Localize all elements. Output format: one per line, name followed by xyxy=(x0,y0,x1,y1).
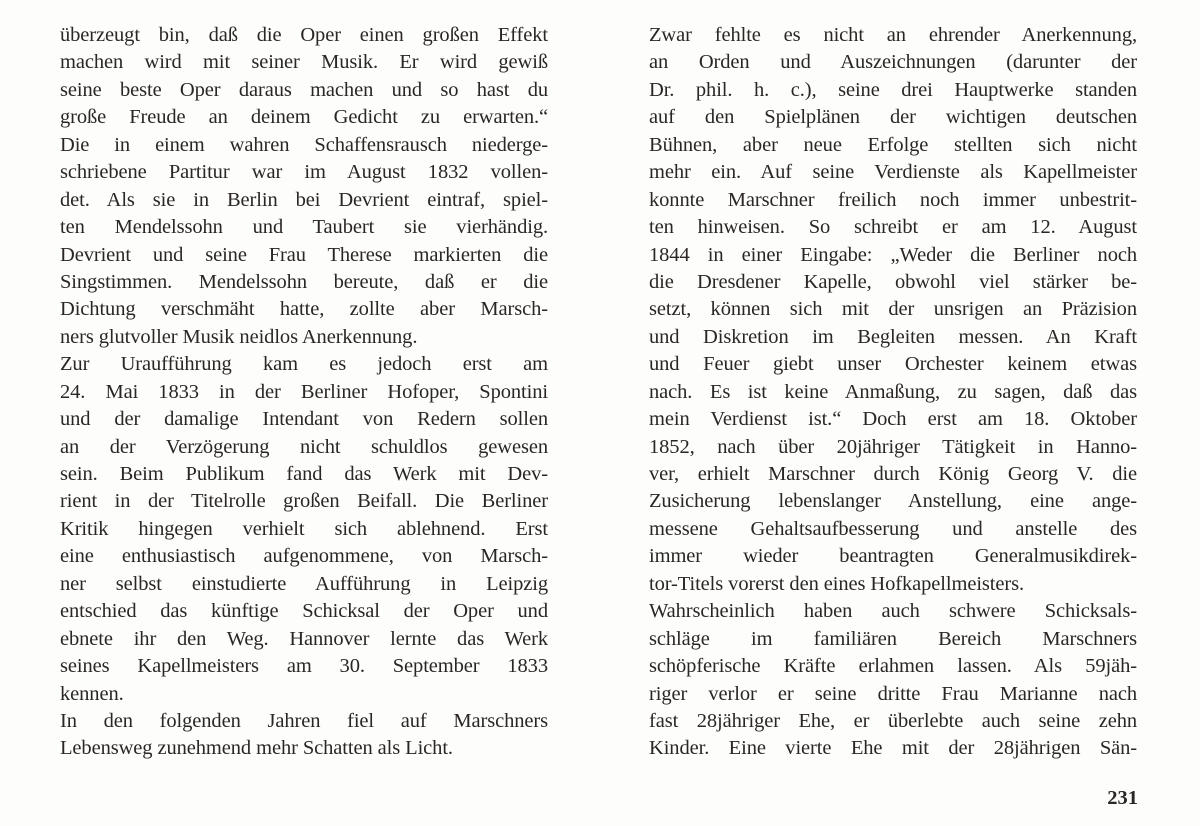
text-line: messene Gehaltsaufbesserung und anstelle des xyxy=(649,517,1137,540)
text-line: Die in einem wahren Schaffensrausch niederge- xyxy=(60,133,548,156)
text-line: ebnete ihr den Weg. Hannover lernte das Werk xyxy=(60,627,548,650)
text-line: ners glutvoller Musik neidlos Anerkennung. xyxy=(60,325,418,348)
text-line: ver, erhielt Marschner durch König Georg V. die xyxy=(649,463,1137,485)
page-number: 231 xyxy=(1107,787,1138,809)
text-line: ner selbst einstudierte Aufführung in Leipzig xyxy=(60,572,548,595)
text-line: entschied das künftige Schicksal der Oper und xyxy=(60,600,548,623)
text-line: kennen. xyxy=(60,682,124,705)
text-line: an Orden und Auszeichnungen (darunter der xyxy=(649,51,1137,74)
text-line: Zusicherung lebenslanger Anstellung, eine ange- xyxy=(649,490,1137,513)
text-line: Lebensweg zunehmend mehr Schatten als Licht. xyxy=(60,737,453,760)
text-line: große Freude an deinem Gedicht zu erwarten.“ xyxy=(60,106,548,129)
text-line: Dr. phil. h. c.), seine drei Hauptwerke standen xyxy=(649,78,1137,101)
text-line: und Feuer giebt unser Orchester keinem etwas xyxy=(649,353,1137,376)
text-line: 1844 in einer Eingabe: „Weder die Berliner noch xyxy=(649,243,1137,266)
text-line: mehr ein. Auf seine Verdienste als Kapellmeister xyxy=(649,161,1137,184)
text-line: sein. Beim Publikum fand das Werk mit Dev- xyxy=(60,463,548,485)
text-line: auf den Spielplänen der wichtigen deutschen xyxy=(649,106,1137,129)
text-line: Kritik hingegen verhielt sich ablehnend. Erst xyxy=(60,517,548,540)
text-line: rient in der Titelrolle großen Beifall. Die Berliner xyxy=(60,490,548,513)
text-line: Zur Uraufführung kam es jedoch erst am xyxy=(60,353,548,376)
text-line: fast 28jähriger Ehe, er überlebte auch seine zehn xyxy=(649,709,1137,732)
text-line: Zwar fehlte es nicht an ehrender Anerkennung, xyxy=(649,24,1137,46)
text-line: 24. Mai 1833 in der Berliner Hofoper, Spontini xyxy=(60,380,548,403)
text-line: konnte Marschner freilich noch immer unbestrit- xyxy=(649,188,1137,211)
text-line: Wahrscheinlich haben auch schwere Schicksals- xyxy=(649,600,1137,623)
text-line: und der damalige Intendant von Redern sollen xyxy=(60,408,548,431)
text-line: 1852, nach über 20jähriger Tätigkeit in Hanno- xyxy=(649,435,1137,458)
text-line: In den folgenden Jahren fiel auf Marschners xyxy=(60,709,548,732)
text-line: tor-Titels vorerst den eines Hofkapellmeisters. xyxy=(649,572,1025,595)
text-line: mein Verdienst ist.“ Doch erst am 18. Oktober xyxy=(649,408,1137,431)
text-line: Kinder. Eine vierte Ehe mit der 28jährigen Sän- xyxy=(649,737,1137,760)
text-line: seine beste Oper daraus machen und so hast du xyxy=(60,78,548,101)
text-line: schöpferische Kräfte erlahmen lassen. Als 59jäh- xyxy=(649,655,1137,678)
text-line: Bühnen, aber neue Erfolge stellten sich nicht xyxy=(649,133,1137,156)
text-line: seines Kapellmeisters am 30. September 1833 xyxy=(60,655,548,678)
left-text-column xyxy=(60,22,548,763)
text-line: ten hinweisen. So schreibt er am 12. August xyxy=(649,216,1137,239)
right-text-column xyxy=(649,22,1137,763)
text-line: nach. Es ist keine Anmaßung, zu sagen, daß das xyxy=(649,380,1137,403)
text-line: Devrient und seine Frau Therese markierten die xyxy=(60,243,548,266)
text-line: eine enthusiastisch aufgenommene, von Marsch- xyxy=(60,545,548,568)
text-line: überzeugt bin, daß die Oper einen großen Effekt xyxy=(60,24,548,46)
text-line: ten Mendelssohn und Taubert sie vierhändig. xyxy=(60,216,548,239)
text-line: und Diskretion im Begleiten messen. An Kraft xyxy=(649,325,1137,348)
text-line: Dichtung verschmäht hatte, zollte aber Marsch- xyxy=(60,298,548,321)
text-line: die Dresdener Kapelle, obwohl viel stärker be- xyxy=(649,270,1137,293)
text-line: immer wieder beantragten Generalmusikdirek- xyxy=(649,545,1137,568)
text-line: schläge im familiären Bereich Marschners xyxy=(649,627,1137,650)
text-line: det. Als sie in Berlin bei Devrient eintraf, spiel- xyxy=(60,188,548,211)
text-line: setzt, können sich mit der unsrigen an Präzision xyxy=(649,298,1137,321)
text-line: machen wird mit seiner Musik. Er wird gewiß xyxy=(60,51,548,74)
text-line: riger verlor er seine dritte Frau Marianne nach xyxy=(649,682,1137,705)
text-line: an der Verzögerung nicht schuldlos gewesen xyxy=(60,435,548,458)
text-line: schriebene Partitur war im August 1832 vollen- xyxy=(60,161,548,184)
text-line: Singstimmen. Mendelssohn bereute, daß er die xyxy=(60,270,548,293)
